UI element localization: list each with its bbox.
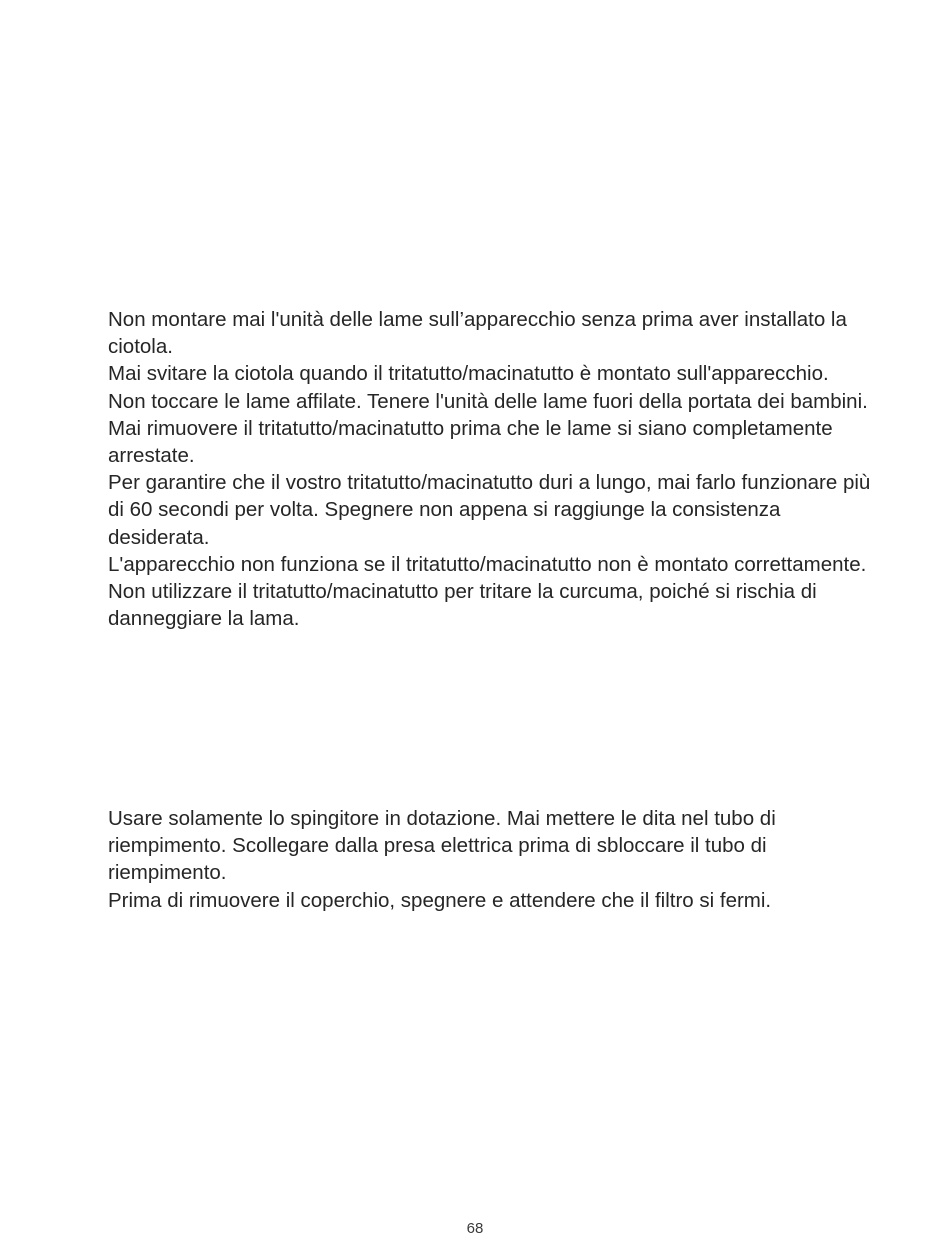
safety-paragraph: Mai rimuovere il tritatutto/macinatutto prima che le lame si siano completamente arrestate. [108, 416, 833, 468]
safety-paragraph: Non toccare le lame affilate. Tenere l'unità delle lame fuori della portata dei bambini. [108, 389, 868, 413]
safety-paragraph: Usare solamente lo spingitore in dotazione. Mai mettere le dita nel tubo di riempimento. Scollegare dalla presa elettrica prima di sbloccare il tubo di riempimento. [108, 807, 776, 885]
page-number: 68 [466, 1220, 484, 1237]
safety-paragraph: Mai svitare la ciotola quando il tritatutto/macinatutto è montato sull'apparecchio. [108, 362, 829, 386]
safety-paragraph: Prima di rimuovere il coperchio, spegnere e attendere che il filtro si fermi. [108, 888, 772, 912]
blender-safety-section [108, 306, 878, 632]
juicer-safety-section [108, 805, 878, 914]
safety-paragraph: Non utilizzare il tritatutto/macinatutto per tritare la curcuma, poiché si rischia di danneggiare la lama. [108, 580, 817, 631]
safety-paragraph: L'apparecchio non funziona se il tritatutto/macinatutto non è montato correttamente. [108, 552, 867, 576]
safety-paragraph: Per garantire che il vostro tritatutto/macinatutto duri a lungo, mai farlo funzionare più di 60 secondi per volta. Spegnere non appena si raggiunge la consistenza desiderata. [108, 471, 871, 549]
safety-paragraph: Non montare mai l'unità delle lame sull’apparecchio senza prima aver installato la ciotola. [108, 308, 847, 359]
